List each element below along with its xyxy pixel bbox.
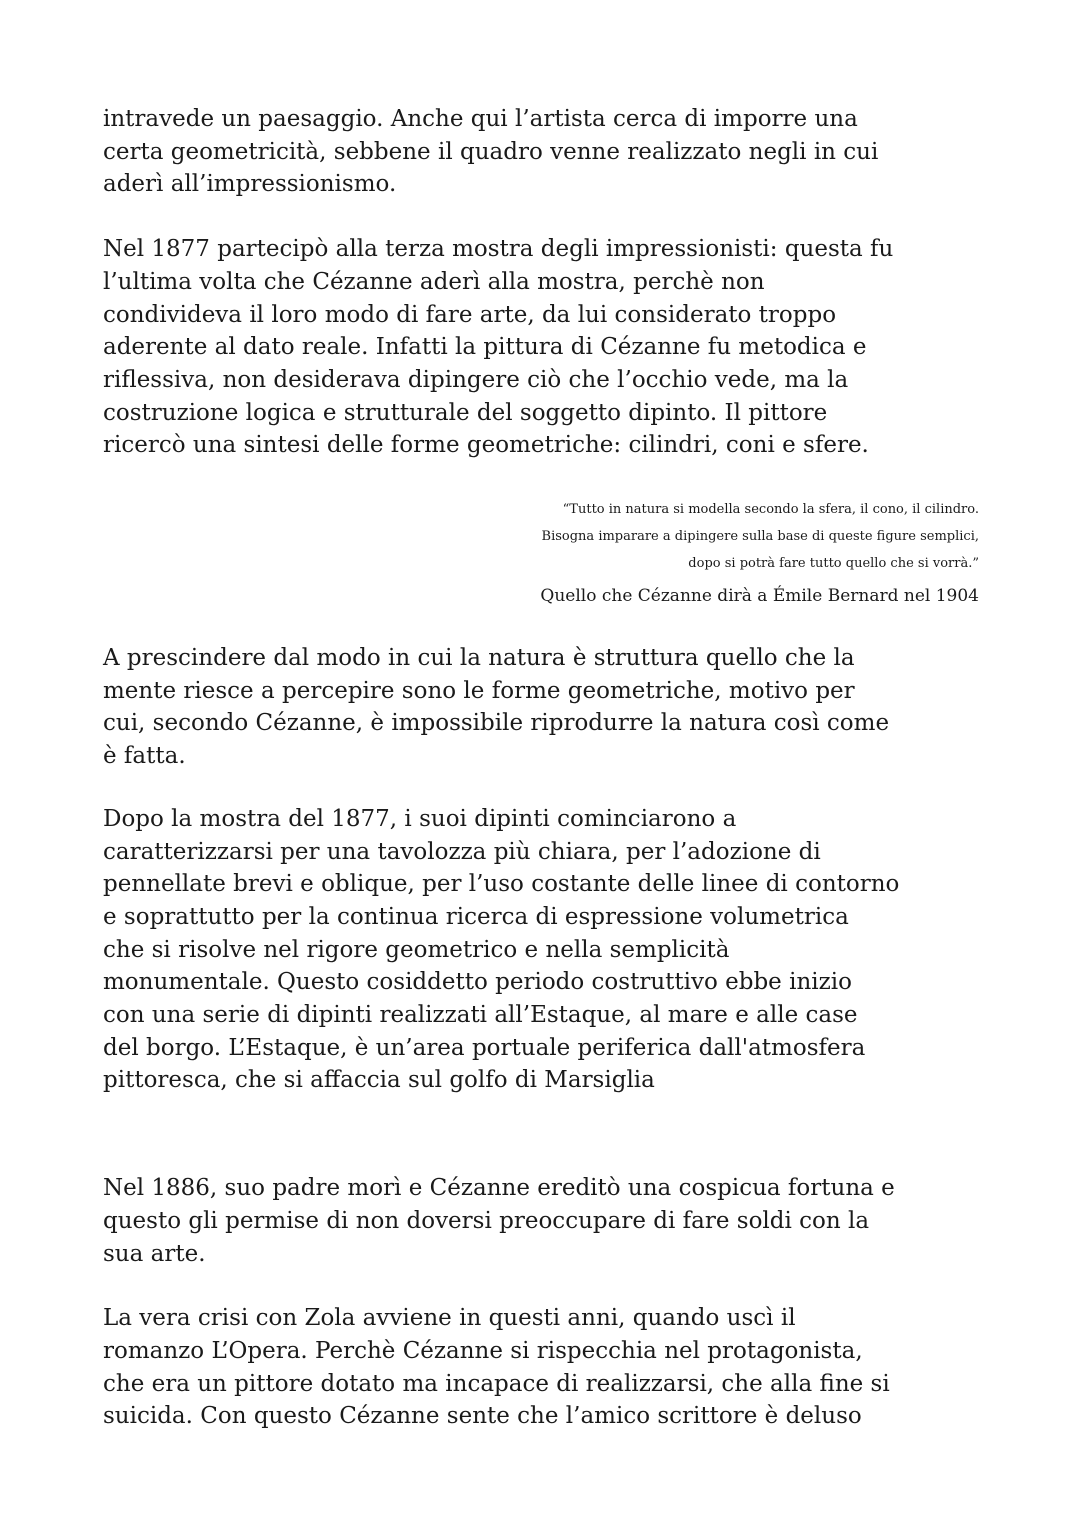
text-line: pittoresca, che si affaccia sul golfo di Marsiglia: [103, 1067, 655, 1094]
text-line: questo gli permise di non doversi preoccupare di fare soldi con la: [103, 1207, 870, 1234]
text-line: romanzo L’Opera. Perchè Cézanne si rispecchia nel protagonista,: [103, 1337, 863, 1364]
text-line: La vera crisi con Zola avviene in questi anni, quando uscì il: [103, 1305, 796, 1332]
paragraph-1877-exhibition: [103, 233, 983, 462]
paragraph-landscape: [103, 103, 983, 201]
text-line: Dopo la mostra del 1877, i suoi dipinti cominciarono a: [103, 805, 737, 832]
paragraph-1886-inheritance: [103, 1172, 983, 1270]
paragraph-spacer: [103, 610, 983, 642]
paragraph-spacer: [103, 773, 983, 803]
text-line: condivideva il loro modo di fare arte, da lui considerato troppo: [103, 301, 837, 328]
text-line: pennellate brevi e oblique, per l’uso costante delle linee di contorno: [103, 871, 900, 898]
quote-line: dopo si potrà fare tutto quello che si vorrà.”: [688, 556, 979, 572]
quote-attribution: Quello che Cézanne dirà a Émile Bernard nel 1904: [540, 586, 979, 607]
quote-line: Bisogna imparare a dipingere sulla base di queste figure semplici,: [541, 529, 979, 545]
paragraph-constructive-period: [103, 803, 983, 1097]
text-line: caratterizzarsi per una tavolozza più chiara, per l’adozione di: [103, 838, 821, 865]
text-line: che era un pittore dotato ma incapace di realizzarsi, che alla fine si: [103, 1370, 890, 1397]
text-line: suicida. Con questo Cézanne sente che l’amico scrittore è deluso: [103, 1403, 862, 1430]
paragraph-geometric-forms: [103, 642, 983, 773]
text-line: e soprattutto per la continua ricerca di espressione volumetrica: [103, 903, 849, 930]
text-line: intravede un paesaggio. Anche qui l’artista cerca di imporre una: [103, 106, 858, 132]
text-line: è fatta.: [103, 743, 186, 770]
text-line: aderì all’impressionismo.: [103, 171, 397, 198]
document-page: [103, 103, 983, 1433]
text-line: che si risolve nel rigore geometrico e nella semplicità: [103, 936, 730, 963]
paragraph-zola-crisis: [103, 1302, 983, 1433]
text-line: aderente al dato reale. Infatti la pittura di Cézanne fu metodica e: [103, 334, 867, 361]
text-line: sua arte.: [103, 1240, 206, 1267]
paragraph-spacer: [103, 201, 983, 233]
text-line: l’ultima volta che Cézanne aderì alla mostra, perchè non: [103, 268, 765, 295]
text-line: mente riesce a percepire sono le forme geometriche, motivo per: [103, 677, 855, 704]
text-line: A prescindere dal modo in cui la natura è struttura quello che la: [103, 645, 855, 672]
block-quote: [103, 496, 983, 610]
text-line: del borgo. L’Estaque, è un’area portuale periferica dall'atmosfera: [103, 1034, 866, 1061]
text-line: Nel 1877 partecipò alla terza mostra degli impressionisti: questa fu: [103, 236, 894, 263]
text-line: Nel 1886, suo padre morì e Cézanne ereditò una cospicua fortuna e: [103, 1175, 895, 1202]
text-line: riflessiva, non desiderava dipingere ciò che l’occhio vede, ma la: [103, 366, 849, 393]
paragraph-spacer: [103, 1097, 983, 1172]
text-line: ricercò una sintesi delle forme geometriche: cilindri, coni e sfere.: [103, 432, 869, 459]
text-line: cui, secondo Cézanne, è impossibile riprodurre la natura così come: [103, 710, 890, 737]
paragraph-spacer: [103, 1270, 983, 1302]
quote-line: “Tutto in natura si modella secondo la sfera, il cono, il cilindro.: [562, 502, 979, 518]
text-line: certa geometricità, sebbene il quadro venne realizzato negli in cui: [103, 138, 879, 165]
text-line: monumentale. Questo cosiddetto periodo costruttivo ebbe inizio: [103, 969, 852, 996]
quote-text: [103, 496, 983, 577]
text-line: con una serie di dipinti realizzati all’Estaque, al mare e alle case: [103, 1002, 858, 1029]
text-line: costruzione logica e strutturale del soggetto dipinto. Il pittore: [103, 399, 828, 426]
